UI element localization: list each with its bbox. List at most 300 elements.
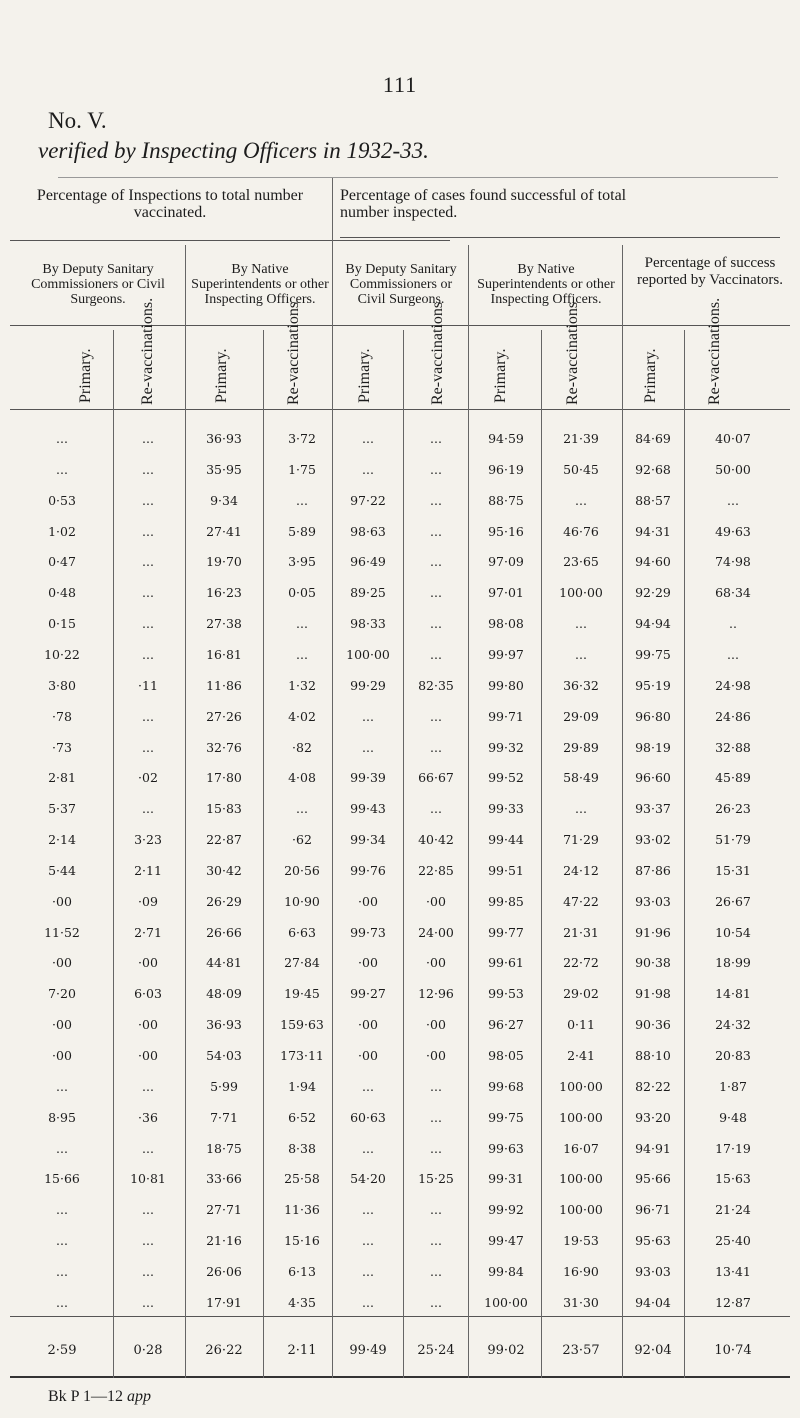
- table-cell: ...: [575, 493, 587, 508]
- table-cell: ...: [430, 431, 442, 446]
- table-cell: ...: [56, 1295, 68, 1310]
- group-header-inspections: Percentage of Inspections to total number vaccinated.: [36, 187, 304, 221]
- table-cell: 6·13: [288, 1264, 316, 1279]
- table-cell: 17·19: [715, 1141, 751, 1156]
- table-cell: 29·89: [563, 740, 599, 755]
- table-cell: 89·25: [350, 585, 386, 600]
- table-cell: 23·65: [563, 554, 599, 569]
- table-cell: 2·71: [134, 925, 162, 940]
- table-cell: 94·04: [635, 1295, 671, 1310]
- table-cell: 97·22: [350, 493, 386, 508]
- table-cell: 5·99: [210, 1079, 238, 1094]
- table-cell: ...: [142, 1233, 154, 1248]
- table-cell: 4·35: [288, 1295, 316, 1310]
- table-cell: 99·63: [488, 1141, 524, 1156]
- table-cell: 10·22: [44, 647, 80, 662]
- table-cell: ...: [430, 1264, 442, 1279]
- table-cell: ·82: [292, 740, 312, 755]
- heading-subtitle: verified by Inspecting Officers in 1932-33.: [38, 138, 429, 163]
- table-bottom-rule: [10, 1376, 790, 1378]
- table-cell: 11·36: [284, 1202, 320, 1217]
- table-cell: ...: [56, 1141, 68, 1156]
- table-cell: 9·34: [210, 493, 238, 508]
- table-cell: 88·57: [635, 493, 671, 508]
- table-cell: 36·93: [206, 431, 242, 446]
- table-cell: ...: [142, 585, 154, 600]
- table-cell: ·00: [52, 955, 72, 970]
- total-cell: 23·57: [562, 1343, 600, 1358]
- table-cell: ...: [142, 647, 154, 662]
- table-cell: 50·00: [715, 462, 751, 477]
- table-cell: 48·09: [206, 986, 242, 1001]
- vline-sub-1: [185, 245, 186, 1378]
- table-cell: 159·63: [280, 1017, 324, 1032]
- table-cell: 22·72: [563, 955, 599, 970]
- table-cell: 100·00: [559, 1202, 603, 1217]
- table-cell: 33·66: [206, 1171, 242, 1186]
- table-cell: 8·95: [48, 1110, 76, 1125]
- table-cell: 25·40: [715, 1233, 751, 1248]
- table-cell: ...: [142, 801, 154, 816]
- table-cell: 26·67: [715, 894, 751, 909]
- table-cell: 7·71: [210, 1110, 238, 1125]
- table-cell: 99·33: [488, 801, 524, 816]
- table-cell: 21·39: [563, 431, 599, 446]
- table-cell: 99·44: [488, 832, 524, 847]
- table-cell: 0·05: [288, 585, 316, 600]
- table-cell: ·00: [138, 955, 158, 970]
- table-cell: 0·48: [48, 585, 76, 600]
- table-cell: 99·39: [350, 770, 386, 785]
- table-cell: ·00: [426, 955, 446, 970]
- total-cell: 2·11: [287, 1343, 317, 1358]
- table-cell: ...: [430, 585, 442, 600]
- table-cell: 99·92: [488, 1202, 524, 1217]
- table-cell: ...: [575, 801, 587, 816]
- table-cell: ...: [296, 616, 308, 631]
- page-number: 111: [382, 72, 418, 97]
- table-cell: 95·66: [635, 1171, 671, 1186]
- table-cell: 91·98: [635, 986, 671, 1001]
- footer-note: [48, 1388, 151, 1406]
- table-cell: ...: [362, 1233, 374, 1248]
- body-bottom-rule: [10, 1316, 790, 1317]
- group-rule-left: [10, 240, 450, 241]
- table-cell: 4·08: [288, 770, 316, 785]
- table-cell: 93·20: [635, 1110, 671, 1125]
- table-cell: 12·96: [418, 986, 454, 1001]
- table-cell: 96·80: [635, 709, 671, 724]
- table-cell: 98·08: [488, 616, 524, 631]
- col-label-8: Re-vaccinations: [564, 301, 581, 405]
- table-cell: 15·31: [715, 863, 751, 878]
- table-cell: 84·69: [635, 431, 671, 446]
- table-cell: 99·53: [488, 986, 524, 1001]
- table-cell: 16·81: [206, 647, 242, 662]
- table-cell: 99·73: [350, 925, 386, 940]
- table-cell: 0·47: [48, 554, 76, 569]
- col-label-4: Re-vaccinations: [285, 301, 302, 405]
- table-cell: ...: [142, 1202, 154, 1217]
- table-cell: 66·67: [418, 770, 454, 785]
- table-cell: ...: [142, 524, 154, 539]
- group-rule-right: [340, 237, 780, 238]
- table-cell: 25·58: [284, 1171, 320, 1186]
- table-cell: ...: [362, 1141, 374, 1156]
- table-cell: 54·20: [350, 1171, 386, 1186]
- table-cell: 1·94: [288, 1079, 316, 1094]
- table-cell: 27·41: [206, 524, 242, 539]
- table-cell: 5·44: [48, 863, 76, 878]
- table-cell: 97·09: [488, 554, 524, 569]
- table-cell: 36·32: [563, 678, 599, 693]
- table-cell: 4·02: [288, 709, 316, 724]
- table-cell: 16·07: [563, 1141, 599, 1156]
- table-cell: 99·75: [488, 1110, 524, 1125]
- table-cell: ..: [729, 616, 737, 631]
- table-cell: ...: [430, 462, 442, 477]
- table-cell: 24·98: [715, 678, 751, 693]
- subheader-deputy-2: By Deputy Sanitary Commissioners or Civil Surgeons.: [345, 262, 457, 307]
- table-cell: 96·19: [488, 462, 524, 477]
- table-cell: 27·84: [284, 955, 320, 970]
- table-cell: 21·31: [563, 925, 599, 940]
- table-cell: 36·93: [206, 1017, 242, 1032]
- table-cell: 98·05: [488, 1048, 524, 1063]
- table-cell: ·00: [358, 1017, 378, 1032]
- table-cell: 99·43: [350, 801, 386, 816]
- table-cell: 3·72: [288, 431, 316, 446]
- table-cell: 6·63: [288, 925, 316, 940]
- table-cell: ·00: [358, 894, 378, 909]
- table-cell: ·00: [426, 894, 446, 909]
- table-cell: 99·71: [488, 709, 524, 724]
- table-cell: 18·99: [715, 955, 751, 970]
- table-cell: 27·71: [206, 1202, 242, 1217]
- table-cell: 100·00: [559, 1110, 603, 1125]
- table-cell: 99·76: [350, 863, 386, 878]
- table-cell: 5·89: [288, 524, 316, 539]
- table-cell: ...: [142, 493, 154, 508]
- table-cell: 99·29: [350, 678, 386, 693]
- table-cell: ·11: [138, 678, 158, 693]
- table-cell: 68·34: [715, 585, 751, 600]
- total-cell: 2·59: [47, 1343, 77, 1358]
- table-cell: 29·02: [563, 986, 599, 1001]
- table-cell: 32·88: [715, 740, 751, 755]
- table-cell: 99·52: [488, 770, 524, 785]
- table-cell: 99·97: [488, 647, 524, 662]
- table-cell: 0·53: [48, 493, 76, 508]
- table-cell: 99·77: [488, 925, 524, 940]
- table-cell: 15·66: [44, 1171, 80, 1186]
- table-cell: 6·52: [288, 1110, 316, 1125]
- table-cell: 94·91: [635, 1141, 671, 1156]
- label-rule: [10, 409, 790, 410]
- table-cell: ...: [430, 709, 442, 724]
- table-cell: ...: [362, 1295, 374, 1310]
- table-cell: 93·03: [635, 1264, 671, 1279]
- table-cell: 1·02: [48, 524, 76, 539]
- table-cell: 47·22: [563, 894, 599, 909]
- table-cell: 30·42: [206, 863, 242, 878]
- table-cell: ...: [430, 524, 442, 539]
- table-cell: 93·03: [635, 894, 671, 909]
- table-cell: 51·79: [715, 832, 751, 847]
- table-cell: ...: [430, 554, 442, 569]
- table-cell: 21·24: [715, 1202, 751, 1217]
- table-cell: ...: [430, 1141, 442, 1156]
- table-cell: ...: [430, 1233, 442, 1248]
- table-cell: ...: [430, 740, 442, 755]
- table-cell: 19·70: [206, 554, 242, 569]
- table-cell: 24·86: [715, 709, 751, 724]
- table-cell: 97·01: [488, 585, 524, 600]
- table-cell: ...: [727, 647, 739, 662]
- table-cell: 2·14: [48, 832, 76, 847]
- table-cell: ·00: [426, 1048, 446, 1063]
- footer-suffix: app: [126, 1388, 151, 1405]
- table-cell: 99·85: [488, 894, 524, 909]
- table-cell: 0·15: [48, 616, 76, 631]
- table-cell: ...: [362, 740, 374, 755]
- table-cell: 31·30: [563, 1295, 599, 1310]
- table-cell: 35·95: [206, 462, 242, 477]
- table-cell: ...: [142, 709, 154, 724]
- table-cell: ·62: [292, 832, 312, 847]
- total-cell: 0·28: [133, 1343, 163, 1358]
- table-cell: ...: [142, 616, 154, 631]
- table-cell: ...: [362, 1079, 374, 1094]
- table-cell: 95·63: [635, 1233, 671, 1248]
- table-cell: 10·90: [284, 894, 320, 909]
- col-label-7: Primary.: [492, 348, 509, 403]
- table-cell: ...: [430, 493, 442, 508]
- table-cell: ·02: [138, 770, 158, 785]
- table-cell: ·00: [138, 1017, 158, 1032]
- table-cell: 99·75: [635, 647, 671, 662]
- table-cell: 7·20: [48, 986, 76, 1001]
- top-rule: [58, 177, 778, 178]
- table-cell: ·00: [52, 1017, 72, 1032]
- table-cell: ...: [430, 1295, 442, 1310]
- table-cell: 40·42: [418, 832, 454, 847]
- table-cell: ...: [142, 1141, 154, 1156]
- subheader-rule: [10, 325, 790, 326]
- total-cell: 99·02: [487, 1343, 525, 1358]
- table-cell: 13·41: [715, 1264, 751, 1279]
- table-cell: 93·37: [635, 801, 671, 816]
- table-cell: 99·51: [488, 863, 524, 878]
- table-cell: 1·75: [288, 462, 316, 477]
- table-cell: 49·63: [715, 524, 751, 539]
- table-cell: 26·29: [206, 894, 242, 909]
- table-cell: 22·85: [418, 863, 454, 878]
- table-cell: 9·48: [719, 1110, 747, 1125]
- vline-col-5: [684, 330, 685, 1378]
- col-label-9: Primary.: [642, 348, 659, 403]
- table-cell: 88·10: [635, 1048, 671, 1063]
- table-cell: 10·81: [130, 1171, 166, 1186]
- table-cell: 99·80: [488, 678, 524, 693]
- table-cell: ·00: [52, 1048, 72, 1063]
- table-cell: ...: [56, 1202, 68, 1217]
- table-cell: 8·38: [288, 1141, 316, 1156]
- vline-col-3: [403, 330, 404, 1378]
- col-label-1: Primary.: [77, 348, 94, 403]
- table-cell: 90·38: [635, 955, 671, 970]
- table-cell: 44·81: [206, 955, 242, 970]
- total-cell: 25·24: [417, 1343, 455, 1358]
- table-cell: 17·80: [206, 770, 242, 785]
- table-cell: 14·81: [715, 986, 751, 1001]
- table-cell: ...: [142, 1079, 154, 1094]
- table-cell: 98·33: [350, 616, 386, 631]
- table-cell: 19·45: [284, 986, 320, 1001]
- table-cell: 71·29: [563, 832, 599, 847]
- table-cell: 16·90: [563, 1264, 599, 1279]
- table-cell: 29·09: [563, 709, 599, 724]
- table-cell: 24·00: [418, 925, 454, 940]
- table-cell: ...: [362, 431, 374, 446]
- table-cell: ...: [727, 493, 739, 508]
- vline-col-1: [113, 330, 114, 1378]
- table-cell: ...: [142, 431, 154, 446]
- table-cell: 17·91: [206, 1295, 242, 1310]
- table-cell: ·73: [52, 740, 72, 755]
- table-cell: ...: [430, 1110, 442, 1125]
- table-cell: 22·87: [206, 832, 242, 847]
- table-cell: ...: [575, 616, 587, 631]
- table-cell: ·00: [358, 955, 378, 970]
- table-cell: 27·38: [206, 616, 242, 631]
- table-cell: 15·25: [418, 1171, 454, 1186]
- table-cell: ...: [430, 647, 442, 662]
- table-cell: ·78: [52, 709, 72, 724]
- table-cell: ·36: [138, 1110, 158, 1125]
- table-cell: 92·68: [635, 462, 671, 477]
- table-cell: ...: [56, 1233, 68, 1248]
- table-cell: 173·11: [280, 1048, 324, 1063]
- table-cell: 18·75: [206, 1141, 242, 1156]
- table-cell: 94·60: [635, 554, 671, 569]
- table-cell: 26·23: [715, 801, 751, 816]
- table-cell: 46·76: [563, 524, 599, 539]
- table-cell: 20·56: [284, 863, 320, 878]
- table-cell: 99·34: [350, 832, 386, 847]
- table-cell: 11·86: [206, 678, 242, 693]
- table-cell: 82·35: [418, 678, 454, 693]
- table-cell: ...: [430, 616, 442, 631]
- table-cell: 26·06: [206, 1264, 242, 1279]
- table-cell: ...: [430, 1079, 442, 1094]
- table-cell: 94·94: [635, 616, 671, 631]
- table-cell: 88·75: [488, 493, 524, 508]
- table-cell: 100·00: [559, 1079, 603, 1094]
- table-cell: 99·61: [488, 955, 524, 970]
- table-cell: 100·00: [559, 1171, 603, 1186]
- table-cell: 6·03: [134, 986, 162, 1001]
- table-cell: 20·83: [715, 1048, 751, 1063]
- table-cell: 96·60: [635, 770, 671, 785]
- col-label-2: Re-vaccinations.: [139, 297, 156, 405]
- subheader-native-2: By Native Superintendents or other Inspecting Officers.: [477, 262, 615, 307]
- total-cell: 26·22: [205, 1343, 243, 1358]
- table-cell: 93·02: [635, 832, 671, 847]
- table-cell: 99·27: [350, 986, 386, 1001]
- total-cell: 10·74: [714, 1343, 752, 1358]
- table-cell: ...: [142, 740, 154, 755]
- table-cell: ...: [362, 709, 374, 724]
- table-cell: ...: [56, 1079, 68, 1094]
- table-cell: 21·16: [206, 1233, 242, 1248]
- table-cell: ...: [362, 1264, 374, 1279]
- table-cell: 60·63: [350, 1110, 386, 1125]
- table-cell: 16·23: [206, 585, 242, 600]
- table-cell: 95·19: [635, 678, 671, 693]
- table-cell: 45·89: [715, 770, 751, 785]
- table-cell: ...: [430, 801, 442, 816]
- total-cell: 99·49: [349, 1343, 387, 1358]
- table-cell: ...: [430, 1202, 442, 1217]
- table-cell: ...: [296, 493, 308, 508]
- table-cell: 98·19: [635, 740, 671, 755]
- table-cell: 19·53: [563, 1233, 599, 1248]
- heading-no: No. V.: [48, 108, 107, 133]
- table-cell: 58·49: [563, 770, 599, 785]
- table-cell: 99·47: [488, 1233, 524, 1248]
- table-cell: ...: [142, 1295, 154, 1310]
- vline-col-4: [541, 330, 542, 1378]
- table-cell: 95·16: [488, 524, 524, 539]
- group-header-reported: Percentage of success reported by Vaccinators.: [637, 255, 783, 288]
- table-cell: 3·80: [48, 678, 76, 693]
- table-cell: ...: [575, 647, 587, 662]
- vline-col-2: [263, 330, 264, 1378]
- table-cell: ...: [362, 462, 374, 477]
- table-cell: 87·86: [635, 863, 671, 878]
- table-cell: ·00: [138, 1048, 158, 1063]
- table-cell: 24·12: [563, 863, 599, 878]
- table-cell: 98·63: [350, 524, 386, 539]
- col-label-3: Primary.: [213, 348, 230, 403]
- table-cell: 99·31: [488, 1171, 524, 1186]
- table-cell: 96·49: [350, 554, 386, 569]
- table-cell: 1·32: [288, 678, 316, 693]
- table-cell: 2·11: [134, 863, 162, 878]
- table-cell: 100·00: [346, 647, 390, 662]
- table-cell: 1·87: [719, 1079, 747, 1094]
- table-cell: 54·03: [206, 1048, 242, 1063]
- col-label-10: Re-vaccinations.: [706, 297, 723, 405]
- table-cell: 3·95: [288, 554, 316, 569]
- table-cell: ·00: [426, 1017, 446, 1032]
- table-cell: 94·59: [488, 431, 524, 446]
- table-cell: 0·11: [567, 1017, 595, 1032]
- group-header-cases: Percentage of cases found successful of total number inspected.: [340, 187, 627, 221]
- table-cell: ·00: [52, 894, 72, 909]
- footer-text: Bk P 1—12: [48, 1388, 123, 1405]
- table-cell: ·00: [358, 1048, 378, 1063]
- table-cell: ·09: [138, 894, 158, 909]
- table-cell: 2·41: [567, 1048, 595, 1063]
- table-cell: 12·87: [715, 1295, 751, 1310]
- table-cell: 15·16: [284, 1233, 320, 1248]
- table-cell: 100·00: [484, 1295, 528, 1310]
- table-cell: 10·54: [715, 925, 751, 940]
- table-cell: 96·27: [488, 1017, 524, 1032]
- total-cell: 92·04: [634, 1343, 672, 1358]
